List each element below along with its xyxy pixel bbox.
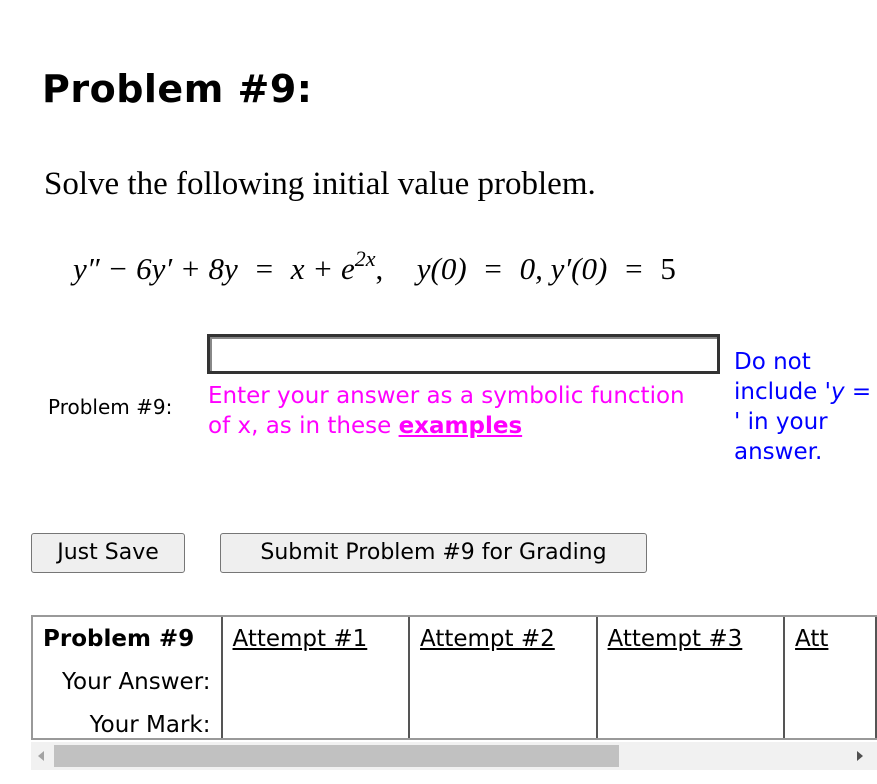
equation-equals: = (255, 251, 274, 286)
attempts-answer-row (33, 660, 876, 703)
attempts-table (31, 615, 877, 740)
answer-hint (208, 381, 708, 441)
attempts-problem-header: Problem #9 (33, 617, 222, 660)
scroll-left-arrow-icon[interactable] (38, 751, 44, 761)
attempts-header-row (33, 617, 876, 660)
attempt-3-answer-cell (597, 660, 785, 703)
attempt-4-header (784, 617, 876, 660)
answer-hint-text: Enter your answer as a symbolic function of x, as in these (208, 383, 685, 439)
problem-heading: Problem #9: (42, 67, 313, 111)
answer-input[interactable] (207, 334, 720, 374)
initial-condition-2-rhs: 5 (660, 251, 676, 286)
attempt-1-answer-cell (222, 660, 410, 703)
attempt-3-mark-cell (597, 703, 785, 740)
scrollbar-thumb[interactable] (54, 745, 619, 767)
attempt-3-header (597, 617, 785, 660)
answer-side-note: Do not include 'y = ' in your answer. (734, 349, 872, 465)
just-save-button[interactable]: Just Save (31, 533, 185, 573)
scroll-right-arrow-icon[interactable] (857, 751, 863, 761)
horizontal-scrollbar[interactable] (31, 742, 877, 770)
attempts-mark-row (33, 703, 876, 740)
attempt-2-answer-cell (409, 660, 597, 703)
attempt-4-mark-cell (784, 703, 876, 740)
initial-condition-1-lhs: y(0) (416, 251, 467, 286)
attempt-3-link[interactable]: Attempt #3 (607, 625, 743, 652)
attempt-2-mark-cell (409, 703, 597, 740)
initial-condition-1-equals: = (484, 251, 502, 286)
your-mark-label: Your Mark: (33, 703, 222, 740)
differential-equation (73, 247, 676, 291)
your-answer-label: Your Answer: (33, 660, 222, 703)
attempt-2-header (409, 617, 597, 660)
attempt-4-link[interactable]: Att (795, 625, 829, 652)
attempt-1-link[interactable]: Attempt #1 (232, 625, 368, 652)
equation-rhs-base: x + e (290, 251, 355, 286)
examples-link[interactable]: examples (398, 413, 523, 439)
equation-rhs-exponent: 2x (354, 246, 376, 271)
problem-intro: Solve the following initial value problem. (44, 166, 596, 202)
equation-lhs: y″ − 6y′ + 8y (73, 251, 238, 286)
answer-row-label: Problem #9: (48, 395, 173, 419)
attempt-1-mark-cell (222, 703, 410, 740)
initial-condition-1-rhs: 0, y′(0) (519, 251, 608, 286)
submit-problem-button[interactable]: Submit Problem #9 for Grading (220, 533, 647, 573)
attempt-1-header (222, 617, 410, 660)
attempt-2-link[interactable]: Attempt #2 (420, 625, 555, 652)
side-note-variable: y (830, 379, 845, 405)
equation-comma: , (375, 251, 384, 286)
attempt-4-answer-cell (784, 660, 876, 703)
initial-condition-2-equals: = (625, 251, 643, 286)
